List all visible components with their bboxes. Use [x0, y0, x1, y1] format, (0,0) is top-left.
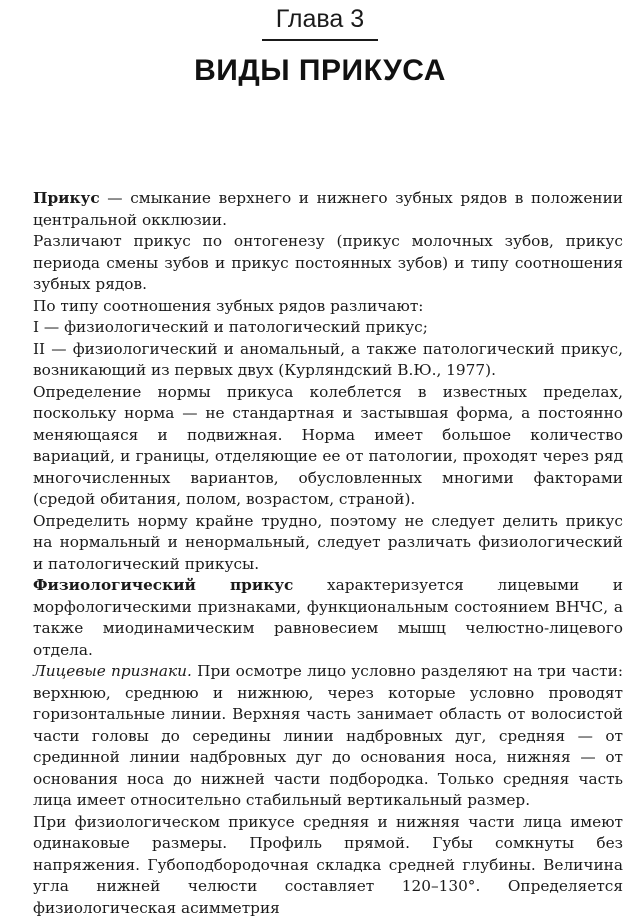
paragraph-norm-definition [33, 382, 623, 511]
paragraph-text: характеризуется лицевыми и морфологическими признаками, функциональным состоянием ВНЧС, а также миодинамическим равновесием мышц челюстно-лицевого отдела. [33, 576, 623, 659]
paragraph-text: I — физиологический и патологический прикус; [33, 318, 428, 336]
paragraph-classification [33, 231, 623, 296]
paragraph-type-two [33, 339, 623, 382]
chapter-label: Глава 3 [262, 0, 378, 41]
paragraph-text: Определить норму крайне трудно, поэтому не следует делить прикус на нормальный и ненормальный, следует различать физиологический и патологический прикусы. [33, 512, 623, 573]
chapter-body [33, 188, 623, 919]
paragraph-type-one [33, 317, 623, 339]
term-facial-signs: Лицевые признаки. [33, 662, 192, 680]
paragraph-face-proportions [33, 812, 623, 919]
paragraph-text: По типу соотношения зубных рядов различают: [33, 297, 423, 315]
paragraph-text: II — физиологический и аномальный, а также патологический прикус, возникающий из первых двух (Курляндский В.Ю., 1977). [33, 340, 623, 380]
paragraph-types-intro [33, 296, 623, 318]
term-physiological-bite: Физиологический прикус [33, 576, 293, 594]
paragraph-text: Различают прикус по онтогенезу (прикус молочных зубов, прикус периода смены зубов и прикус постоянных зубов) и типу соотношения зубных рядов. [33, 232, 623, 293]
paragraph-physiological-bite [33, 575, 623, 661]
term-prikus: Прикус [33, 189, 100, 207]
paragraph-text: — смыкание верхнего и нижнего зубных рядов в положении центральной окклюзии. [33, 189, 623, 229]
paragraph-text: При осмотре лицо условно разделяют на три части: верхнюю, среднюю и нижнюю, через которые условно проводят горизонтальные линии. Верхняя часть занимает область от волосистой части головы до середины линии надбровных дуг, средняя — от срединной линии надбровных дуг до основания носа, нижняя — от основания носа до нижней части подбородка. Только средняя часть лица имеет относительно стабильный вертикальный размер. [33, 662, 623, 809]
paragraph-text: Определение нормы прикуса колеблется в известных пределах, поскольку норма — не стандартная и застывшая форма, а постоянно меняющаяся и подвижная. Норма имеет большое количество вариаций, и границы, отделяющие ее от патологии, проходят через ряд многочисленных вариантов, обусловленных многими факторами (средой обитания, полом, возрастом, страной). [33, 383, 623, 509]
paragraph-norm-difficulty [33, 511, 623, 576]
chapter-header [0, 0, 640, 91]
paragraph-definition [33, 188, 623, 231]
paragraph-facial-signs [33, 661, 623, 812]
chapter-title: ВИДЫ ПРИКУСА [0, 51, 640, 91]
paragraph-text: При физиологическом прикусе средняя и нижняя части лица имеют одинаковые размеры. Профиль прямой. Губы сомкнуты без напряжения. Губоподбородочная складка средней глубины. Величина угла нижней челюсти составляет 120–130°. Определяется физиологическая асимметрия [33, 813, 623, 917]
